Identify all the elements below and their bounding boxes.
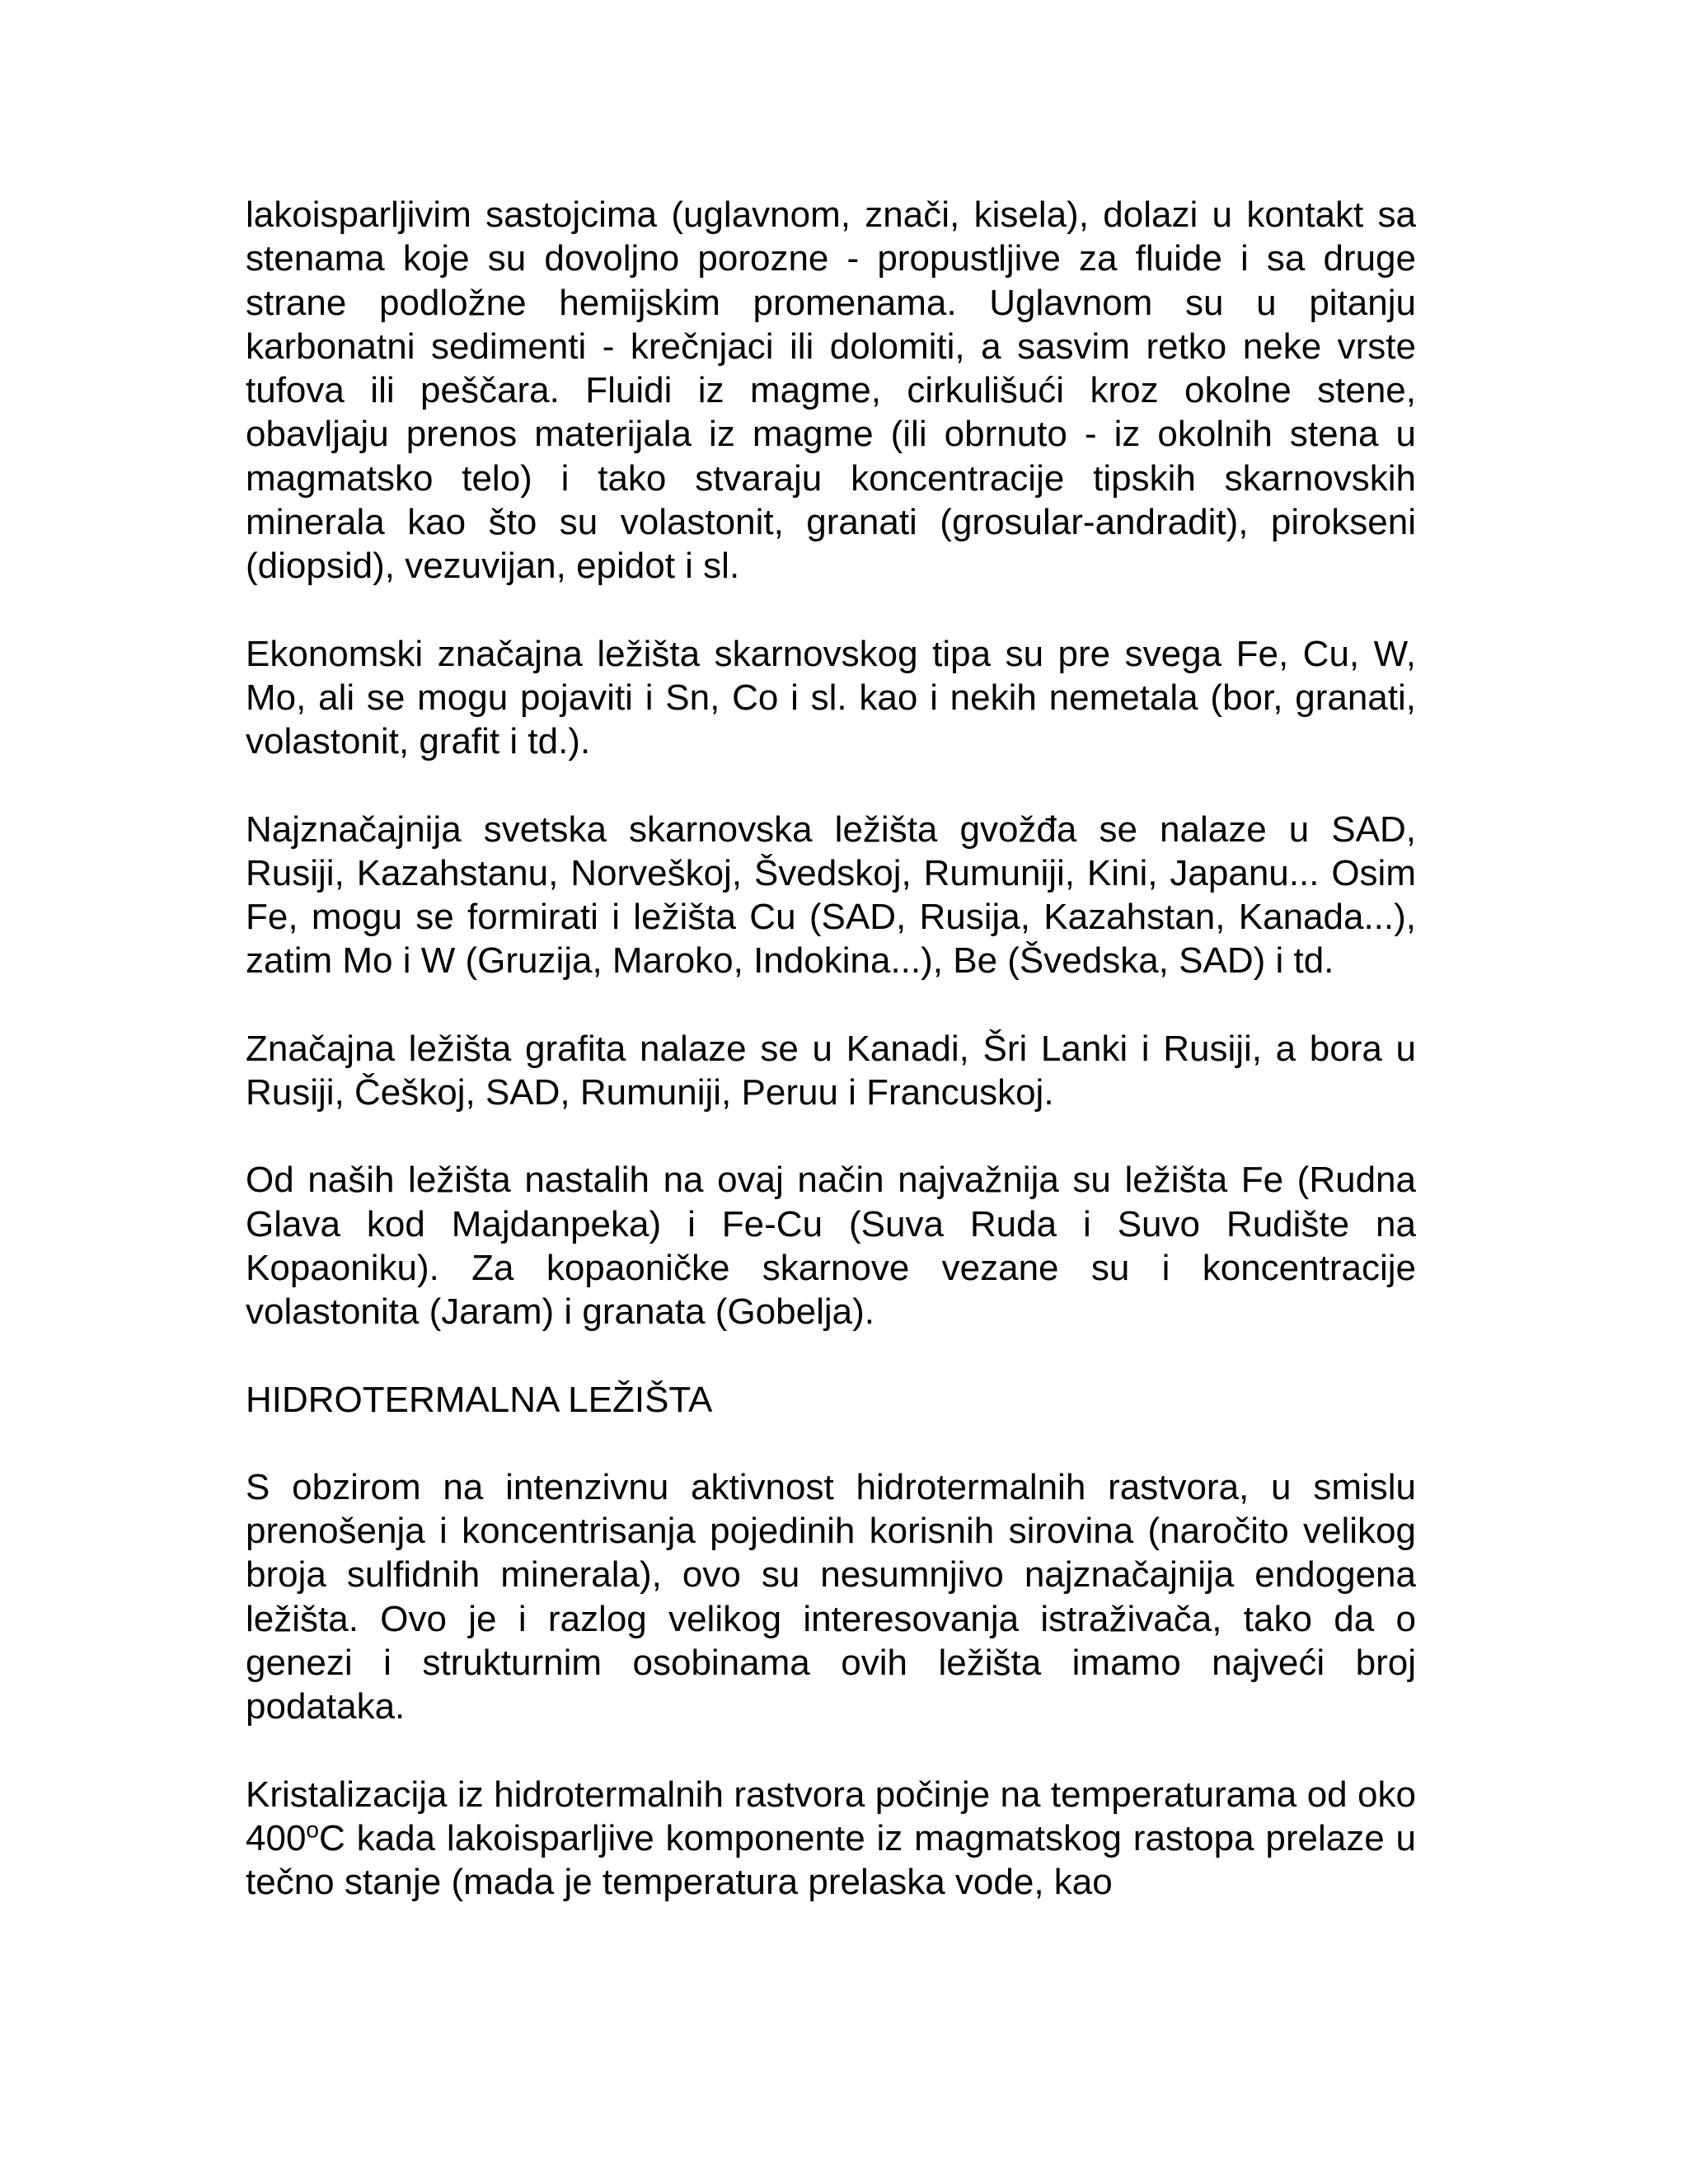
section-heading: HIDROTERMALNA LEŽIŠTA: [246, 1379, 713, 1420]
paragraph-world-iron-deposits: Najznačajnija svetska skarnovska ležišta gvožđa se nalaze u SAD, Rusiji, Kazahstanu, Norveškoj, Švedskoj, Rumuniji, Kini, Japanu... Osim Fe, mogu se formirati i ležišta Cu (SAD, Rusija, Kazahstan, Kanada...), zatim Mo i W (Gruzija, Maroko, Indokina...), Be (Švedska, SAD) i td.: [246, 808, 1416, 982]
document-body: [246, 193, 1416, 1905]
paragraph-crystallization: [246, 1773, 1416, 1905]
degree-superscript: o: [306, 1816, 319, 1843]
paragraph-domestic-deposits: Od naših ležišta nastalih na ovaj način najvažnija su ležišta Fe (Rudna Glava kod Majdanpeka) i Fe-Cu (Suva Ruda i Suvo Rudište na Kopaoniku). Za kopaoničke skarnove vezane su i koncentracije volastonita (Jaram) i granata (Gobelja).: [246, 1160, 1416, 1333]
paragraph-graphite-boron: Značajna ležišta grafita nalaze se u Kanadi, Šri Lanki i Rusiji, a bora u Rusiji, Češkoj, SAD, Rumuniji, Peruu i Francuskoj.: [246, 1028, 1416, 1113]
paragraph-economic-deposits: Ekonomski značajna ležišta skarnovskog tipa su pre svega Fe, Cu, W, Mo, ali se mogu pojaviti i Sn, Co i sl. kao i nekih nemetala (bor, granati, volastonit, grafit i td.).: [246, 633, 1416, 762]
paragraph-hydrothermal-intro: S obzirom na intenzivnu aktivnost hidrotermalnih rastvora, u smislu prenošenja i koncentrisanja pojedinih korisnih sirovina (naročito velikog broja sulfidnih minerala), ovo su nesumnjivo najznačajnija endogena ležišta. Ovo je i razlog velikog interesovanja istraživača, tako da o genezi i strukturnim osobinama ovih ležišta imamo najveći broj podataka.: [246, 1466, 1416, 1727]
crystallization-text-start: Kristalizacija iz hidrotermalnih rastvora počinje na temperaturama od oko 400: [246, 1774, 1416, 1858]
crystallization-text-end: C kada lakoisparljive komponente iz magmatskog rastopa prelaze u tečno stanje (mada je temperatura prelaska vode, kao: [246, 1817, 1416, 1903]
paragraph-skarn-formation: lakoisparljivim sastojcima (uglavnom, znači, kisela), dolazi u kontakt sa stenama koje su dovoljno porozne - propustljive za fluide i sa druge strane podložne hemijskim promenama. Uglavnom su u pitanju karbonatni sedimenti - krečnjaci ili dolomiti, a sasvim retko neke vrste tufova ili peščara. Fluidi iz magme, cirkulišući kroz okolne stene, obavljaju prenos materijala iz magme (ili obrnuto - iz okolnih stena u magmatsko telo) i tako stvaraju koncentracije tipskih skarnovskih minerala kao što su volastonit, granati (grosular-andradit), pirokseni (diopsid), vezuvijan, epidot i sl.: [246, 194, 1416, 587]
